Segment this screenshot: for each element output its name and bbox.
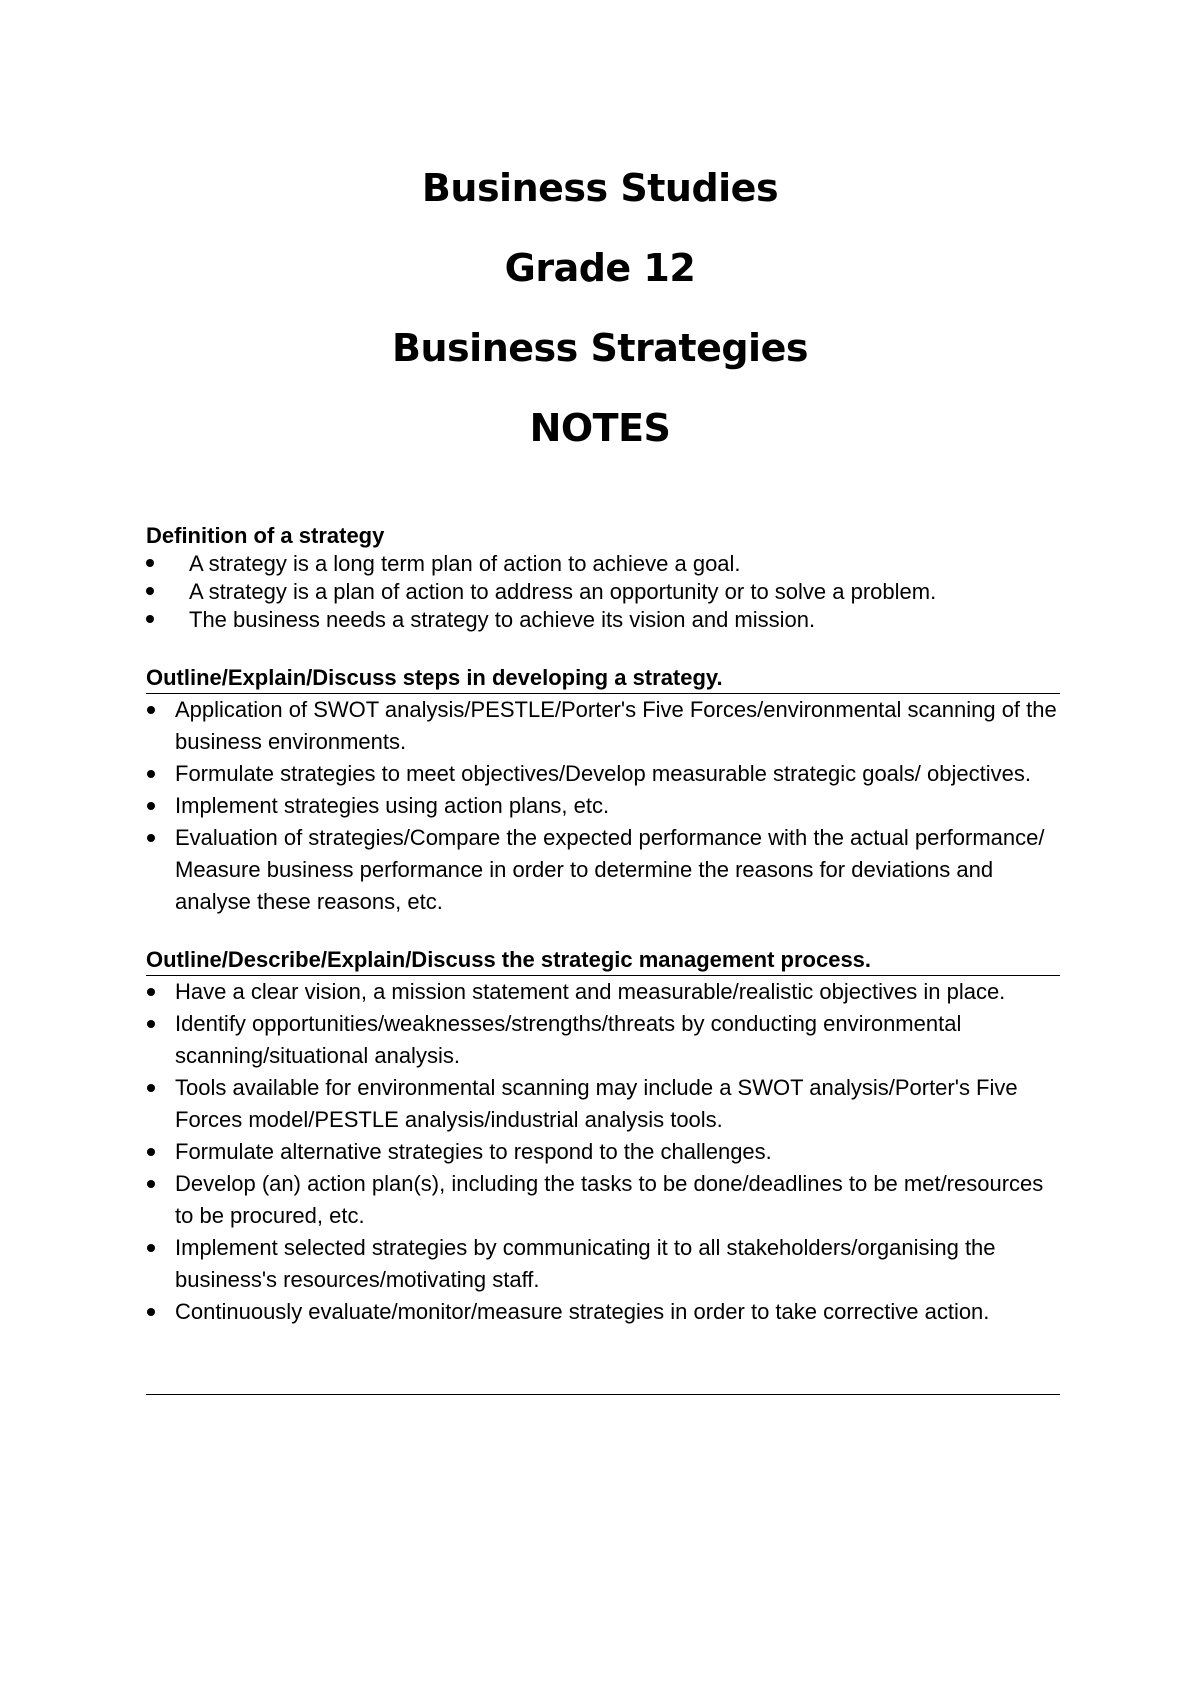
list-item: Continuously evaluate/monitor/measure strategies in order to take corrective action. — [146, 1296, 1060, 1328]
steps-heading: Outline/Explain/Discuss steps in developing a strategy. — [146, 664, 1060, 694]
list-item: Tools available for environmental scanning may include a SWOT analysis/Porter's Five Forces model/PESTLE analysis/industrial analysis tools. — [146, 1072, 1060, 1136]
topic-title: Business Strategies — [392, 326, 808, 370]
list-item: Formulate alternative strategies to respond to the challenges. — [146, 1136, 1060, 1168]
process-list — [146, 976, 1060, 1328]
list-item: Evaluation of strategies/Compare the expected performance with the actual performance/ Measure business performance in order to determine the reasons for deviations and analyse these reasons, etc. — [146, 822, 1060, 918]
definition-heading: Definition of a strategy — [146, 523, 385, 548]
list-item: Formulate strategies to meet objectives/Develop measurable strategic goals/ objectives. — [146, 758, 1060, 790]
grade-label: Grade 12 — [504, 246, 696, 290]
notes-label: NOTES — [529, 406, 671, 450]
title-block — [0, 148, 1200, 468]
list-item: A strategy is a plan of action to address an opportunity or to solve a problem. — [146, 578, 1060, 606]
section-divider — [146, 1394, 1060, 1395]
document-body — [146, 522, 1060, 1395]
list-item: A strategy is a long term plan of action to achieve a goal. — [146, 550, 1060, 578]
document-title: Business Studies — [421, 166, 779, 210]
list-item: Have a clear vision, a mission statement and measurable/realistic objectives in place. — [146, 976, 1060, 1008]
steps-list — [146, 694, 1060, 918]
definition-list — [146, 550, 1060, 634]
list-item: Develop (an) action plan(s), including the tasks to be done/deadlines to be met/resources to be procured, etc. — [146, 1168, 1060, 1232]
list-item: Implement strategies using action plans, etc. — [146, 790, 1060, 822]
list-item: Implement selected strategies by communicating it to all stakeholders/organising the business's resources/motivating staff. — [146, 1232, 1060, 1296]
list-item: Identify opportunities/weaknesses/strengths/threats by conducting environmental scanning/situational analysis. — [146, 1008, 1060, 1072]
process-heading: Outline/Describe/Explain/Discuss the strategic management process. — [146, 946, 1060, 976]
list-item: Application of SWOT analysis/PESTLE/Porter's Five Forces/environmental scanning of the business environments. — [146, 694, 1060, 758]
list-item: The business needs a strategy to achieve its vision and mission. — [146, 606, 1060, 634]
